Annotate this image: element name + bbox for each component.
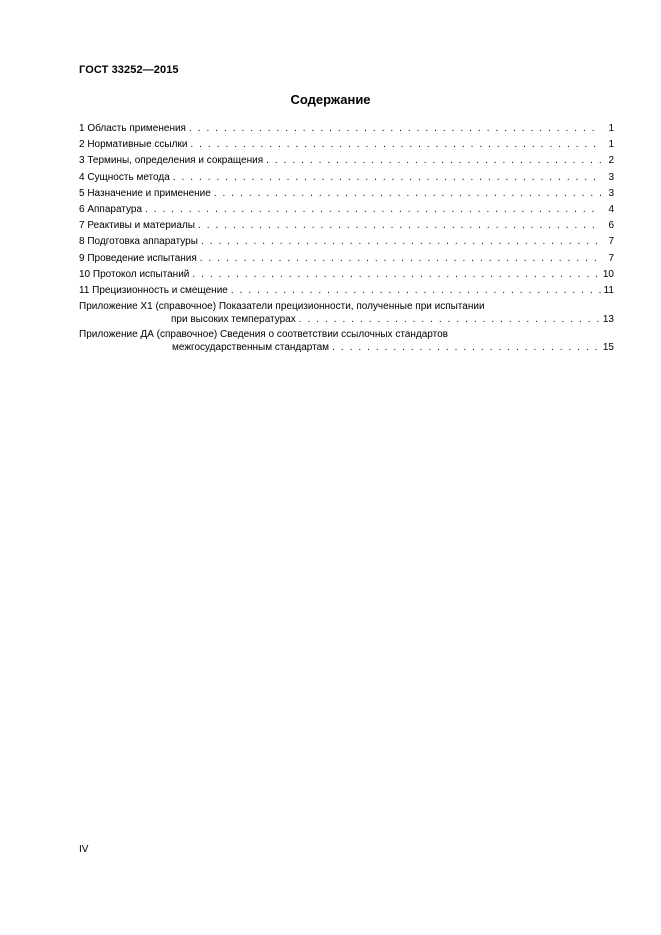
dot-leader xyxy=(198,218,601,234)
toc-item-10[interactable] xyxy=(79,267,614,283)
toc-item-page: 2 xyxy=(608,155,614,167)
dot-leader xyxy=(231,283,601,299)
toc-item-page: 3 xyxy=(608,187,614,199)
toc-item-7[interactable] xyxy=(79,218,614,234)
toc-appendix-da[interactable] xyxy=(79,327,614,355)
dot-leader xyxy=(201,234,601,250)
appendix-title: Приложение Х1 (справочное) Показатели прецизионности, полученные при испытании xyxy=(79,301,485,313)
toc-item-page: 6 xyxy=(608,220,614,232)
dot-leader xyxy=(192,267,599,283)
toc-appendix-x1[interactable] xyxy=(79,299,614,327)
toc-item-page: 7 xyxy=(608,252,614,264)
toc-item-4[interactable] xyxy=(79,170,614,186)
appendix-subtitle: межгосударственным стандартам xyxy=(172,342,330,354)
dot-leader xyxy=(189,121,601,137)
toc-item-label: 2 Нормативные ссылки xyxy=(79,139,188,151)
document-header: ГОСТ 33252—2015 xyxy=(79,64,179,76)
toc-title: Содержание xyxy=(290,92,371,107)
toc-item-page: 1 xyxy=(608,139,614,151)
dot-leader xyxy=(190,137,601,153)
toc-item-label: 6 Аппаратура xyxy=(79,204,143,216)
appendix-continuation xyxy=(79,313,614,327)
toc-item-3[interactable] xyxy=(79,153,614,169)
toc-item-label: 5 Назначение и применение xyxy=(79,187,211,199)
toc-item-page: 15 xyxy=(602,342,614,354)
dot-leader xyxy=(332,341,600,355)
toc-item-label: 4 Сущность метода xyxy=(79,171,170,183)
table-of-contents xyxy=(79,121,614,355)
toc-item-11[interactable] xyxy=(79,283,614,299)
toc-item-9[interactable] xyxy=(79,251,614,267)
toc-item-label: 3 Термины, определения и сокращения xyxy=(79,155,264,167)
appendix-continuation xyxy=(79,341,614,355)
toc-item-page: 1 xyxy=(608,123,614,134)
toc-item-label: 1 Область применения xyxy=(79,123,186,134)
toc-item-page: 3 xyxy=(608,171,614,183)
dot-leader xyxy=(266,153,601,169)
dot-leader xyxy=(200,251,601,267)
toc-item-label: 10 Протокол испытаний xyxy=(79,268,190,280)
appendix-subtitle: при высоких температурах xyxy=(171,314,296,326)
toc-item-2[interactable] xyxy=(79,137,614,153)
toc-item-label: 11 Прецизионность и смещение xyxy=(79,285,228,297)
toc-item-label: 7 Реактивы и материалы xyxy=(79,220,195,232)
toc-item-1[interactable] xyxy=(79,121,614,137)
dot-leader xyxy=(145,202,601,218)
toc-item-page: 4 xyxy=(608,204,614,216)
toc-item-page: 13 xyxy=(602,314,614,326)
toc-item-label: 9 Проведение испытания xyxy=(79,252,197,264)
toc-item-5[interactable] xyxy=(79,186,614,202)
dot-leader xyxy=(214,186,601,202)
toc-item-page: 11 xyxy=(603,285,614,297)
appendix-title: Приложение ДА (справочное) Сведения о соответствии ссылочных стандартов xyxy=(79,329,448,341)
dot-leader xyxy=(173,170,601,186)
toc-item-6[interactable] xyxy=(79,202,614,218)
page-number: IV xyxy=(79,844,89,855)
toc-item-page: 10 xyxy=(602,268,614,280)
toc-item-8[interactable] xyxy=(79,234,614,250)
toc-item-page: 7 xyxy=(608,236,614,248)
toc-item-label: 8 Подготовка аппаратуры xyxy=(79,236,198,248)
dot-leader xyxy=(299,313,600,327)
